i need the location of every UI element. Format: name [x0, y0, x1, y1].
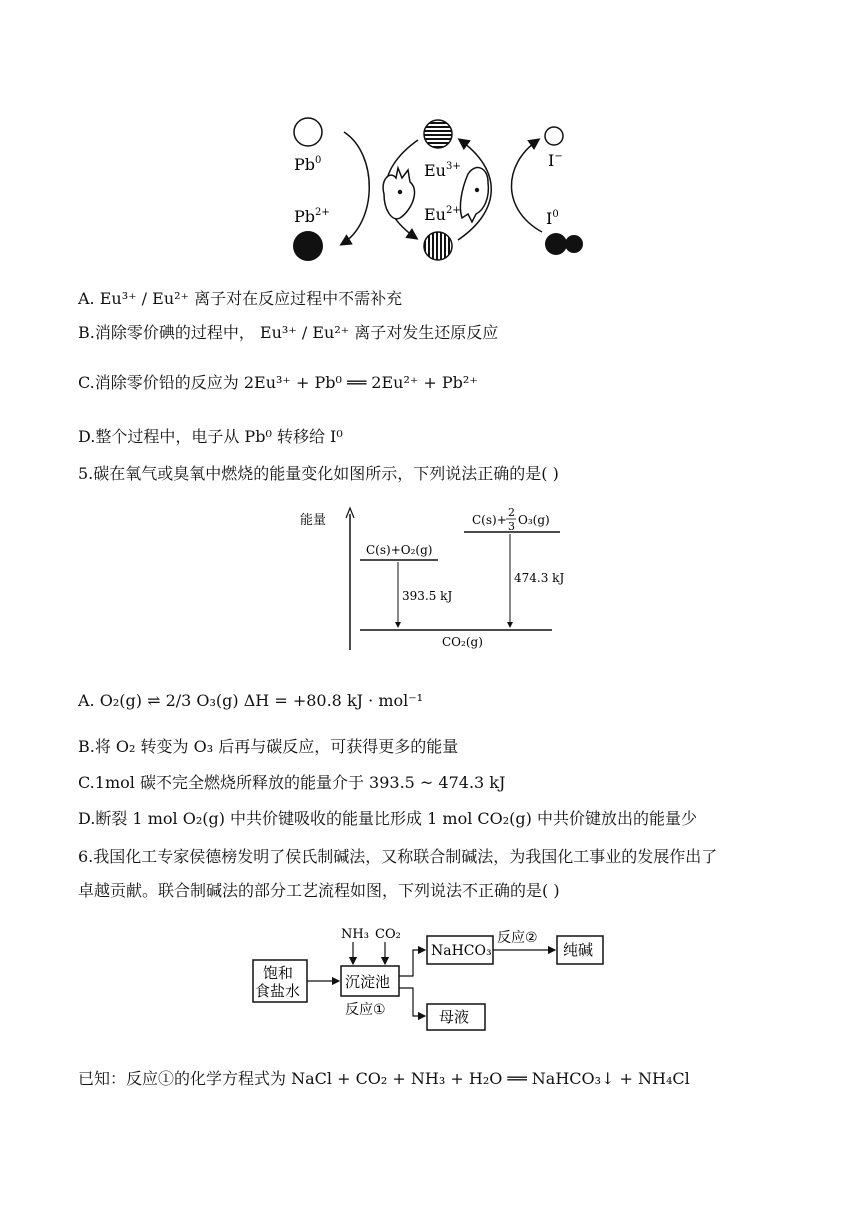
level-c-o3-label-post: O₃(g): [518, 513, 550, 527]
q6-stem-line1: 6.我国化工专家侯德榜发明了侯氏制碱法，又称联合制碱法，为我国化工事业的发展作出了: [78, 847, 718, 866]
q6-stem-line2: 卓越贡献。联合制碱法的部分工艺流程如图，下列说法不正确的是( ): [78, 881, 560, 900]
known-equation: 已知：反应①的化学方程式为 NaCl + CO₂ + NH₃ + H₂O ══ NaHCO₃↓ + NH₄Cl: [78, 1069, 690, 1088]
eu2-atom: [424, 232, 452, 260]
arrow-i: [511, 140, 542, 232]
energy-level-diagram: [290, 500, 580, 660]
co2-label: CO₂(g): [442, 635, 483, 649]
reaction1-label: 反应①: [345, 1002, 386, 1018]
reaction2-label: 反应②: [497, 930, 538, 946]
frac-den: 3: [508, 520, 515, 533]
brine-label-2: 食盐水: [255, 982, 301, 1000]
redox-cycle-diagram: [280, 110, 600, 270]
dh2-label: 474.3 kJ: [514, 571, 565, 585]
mother-liquor-label: 母液: [439, 1008, 470, 1026]
frac-num: 2: [508, 506, 515, 519]
q5-option-c: C.1mol 碳不完全燃烧所释放的能量介于 393.5 ~ 474.3 kJ: [78, 773, 506, 792]
eu3-label: $Eu^{3+}$: [424, 161, 461, 180]
eu3-atom: [424, 120, 452, 148]
eu2-label: $Eu^{2+}$: [424, 205, 461, 224]
energy-axis-label: 能量: [300, 513, 327, 528]
i0-atom-1: [545, 233, 567, 255]
soda-label: 纯碱: [563, 941, 594, 959]
brine-label-1: 饱和: [263, 964, 294, 982]
co2-label: CO₂: [375, 927, 401, 942]
tank-label: 沉淀池: [345, 973, 391, 991]
q4-option-b: B.消除零价碘的过程中， Eu³⁺ / Eu²⁺ 离子对发生还原反应: [78, 323, 499, 342]
arrow-pb: [342, 132, 369, 244]
q5-option-d: D.断裂 1 mol O₂(g) 中共价键吸收的能量比形成 1 mol CO₂(g) 中共价键放出的能量少: [78, 809, 697, 828]
i0-atom-2: [565, 235, 583, 253]
pb0-label: Pb$^0$: [294, 155, 322, 174]
i0-label: $I^0$: [546, 209, 559, 228]
nh3-label: NH₃: [341, 927, 369, 942]
process-flow-diagram: [245, 922, 615, 1042]
q5-option-a: A. O₂(g) ⇌ 2/3 O₃(g) ΔH = +80.8 kJ · mol⁻¹: [78, 691, 424, 710]
q5-option-b: B.将 O₂ 转变为 O₃ 后再与碳反应，可获得更多的能量: [78, 737, 459, 756]
dh1-label: 393.5 kJ: [402, 589, 453, 603]
level-c-o3-label-pre: C(s)+: [472, 513, 507, 527]
i-minus-label: I−: [548, 151, 563, 170]
i-minus-atom: [545, 127, 563, 145]
q4-option-a: A. Eu³⁺ / Eu²⁺ 离子对在反应过程中不需补充: [78, 289, 403, 308]
pb2-label: $Pb^{2+}$: [294, 207, 330, 226]
level-c-o2-label: C(s)+O₂(g): [366, 543, 433, 557]
q5-stem: 5.碳在氧气或臭氧中燃烧的能量变化如图所示，下列说法正确的是( ): [78, 464, 559, 483]
pb0-atom: [294, 118, 322, 146]
q4-option-d: D.整个过程中，电子从 Pb⁰ 转移给 I⁰: [78, 427, 343, 446]
q4-option-c: C.消除零价铅的反应为 2Eu³⁺ + Pb⁰ ══ 2Eu²⁺ + Pb²⁺: [78, 373, 478, 392]
pb2-atom: [293, 231, 323, 261]
nahco3-label: NaHCO₃: [431, 943, 492, 959]
